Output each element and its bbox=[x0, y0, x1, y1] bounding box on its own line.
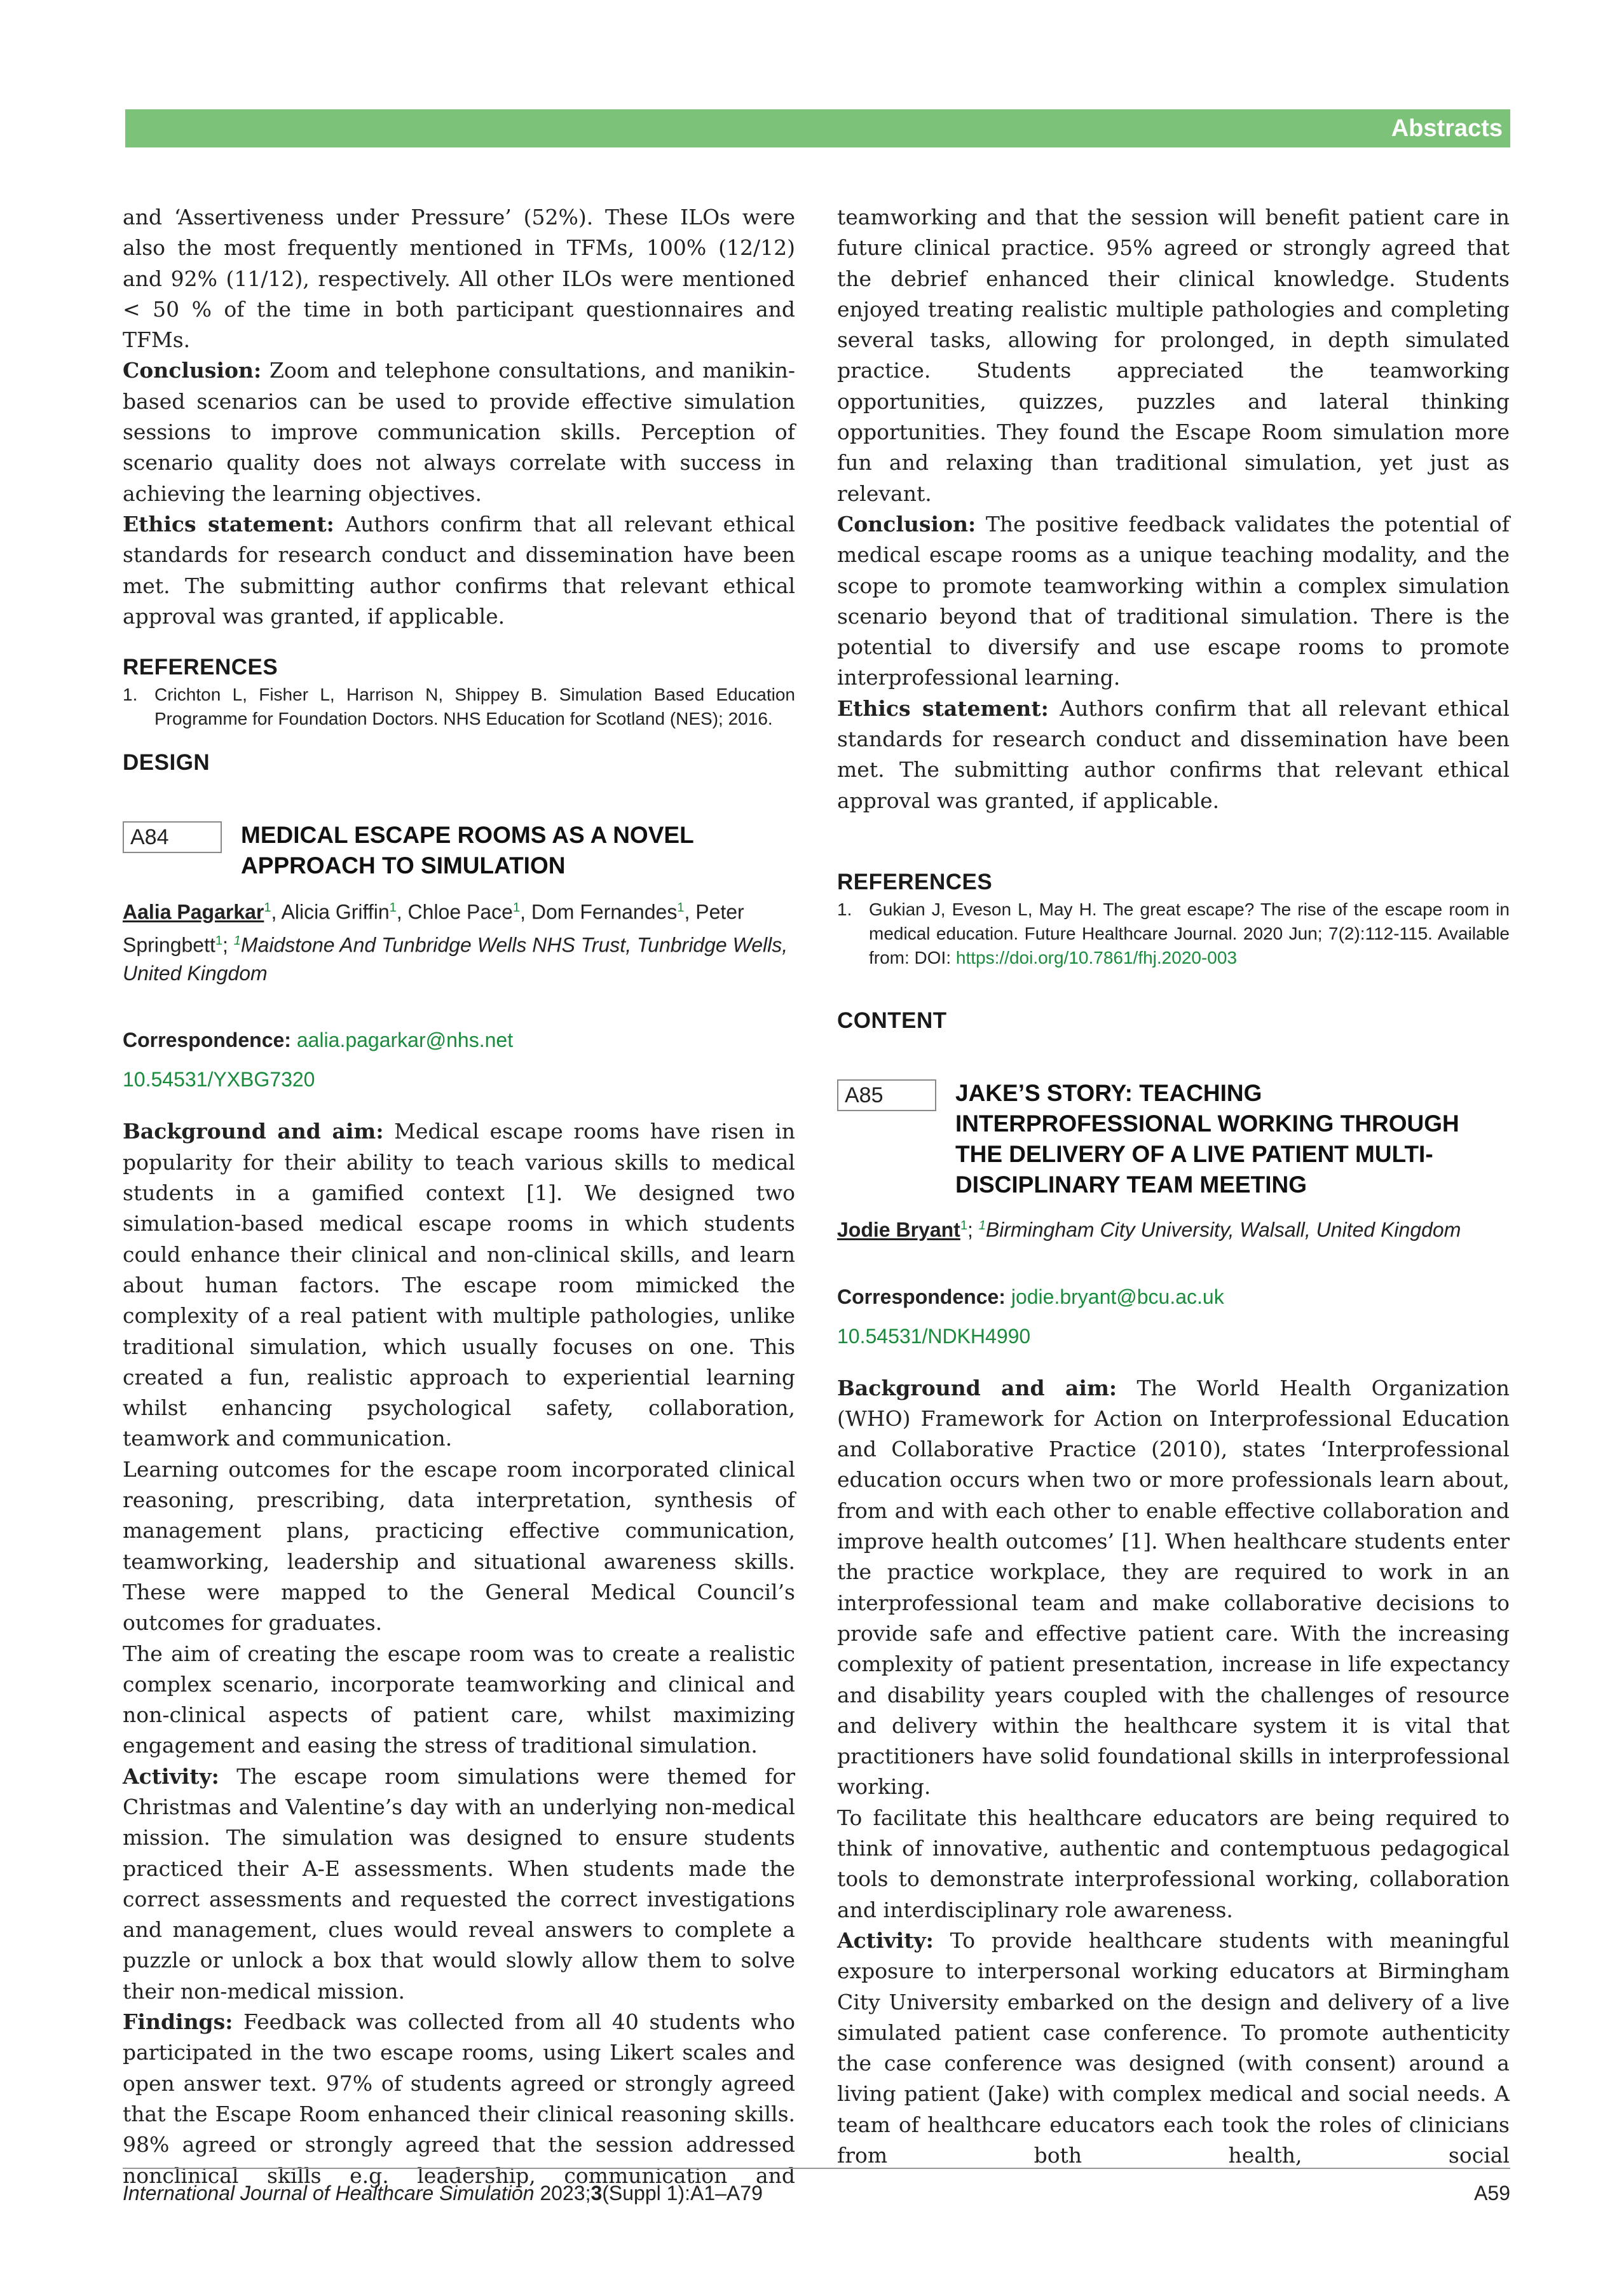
conclusion-label: Conclusion: bbox=[123, 358, 262, 383]
background-label: Background and aim: bbox=[837, 1375, 1117, 1400]
background-label: Background and aim: bbox=[123, 1119, 384, 1144]
abstract-id: A84 bbox=[123, 821, 222, 853]
reference-item bbox=[123, 683, 795, 731]
activity-label: Activity: bbox=[837, 1927, 934, 1953]
page-footer bbox=[123, 2179, 1510, 2207]
correspondence-line bbox=[837, 1283, 1510, 1311]
reference-text: Crichton L, Fisher L, Harrison N, Shippey B. Simulation Based Education Programme for Foundation Doctors. NHS Education for Scotland (NES); 2016. bbox=[154, 685, 795, 729]
background-text: The World Health Organization (WHO) Framework for Action on Interprofessional Education and Collaborative Practice (2010), states ‘Interprofessional education occurs when two or more professionals learn about, from and with each other to enable effective collaboration and improve health outcomes’ [1]. When healthcare students enter the practice workplace, they are required to work in an interprofessional team and make collaborative decisions to provide safe and effective patient care. With the increasing complexity of patient presentation, increase in life expectancy and disability years coupled with the challenges of resource and delivery within the healthcare system it is vital that practitioners have solid foundational skills in interprofessional working. bbox=[837, 1375, 1510, 1800]
affiliation-marker: 1 bbox=[389, 901, 397, 915]
abstract-title: JAKE’S STORY: TEACHING INTERPROFESSIONAL WORKING THROUGH THE DELIVERY OF A LIVE PATIENT MULTI-DISCIPLINARY TEAM MEETING bbox=[955, 1079, 1459, 1198]
author-name: Chloe Pace bbox=[407, 900, 513, 924]
doi-line bbox=[123, 1065, 795, 1093]
category-heading: CONTENT bbox=[837, 1008, 947, 1033]
doi-line bbox=[837, 1322, 1510, 1350]
outcomes-paragraph: Learning outcomes for the escape room incorporated clinical reasoning, prescribing, data interpretation, synthesis of management plans, practicing effective communication, teamworking, leadership and situational awareness skills. These were mapped to the General Medical Council’s outcomes for graduates. bbox=[123, 1456, 795, 1636]
background-text: Medical escape rooms have risen in popularity for their ability to teach various skills to medical students in a gamified context [1]. We designed two simulation-based medical escape rooms in which students could enhance their clinical and non-clinical skills, and learn about human factors. The escape room mimicked the complexity of a real patient with multiple pathologies, unlike traditional simulation, which usually focuses on one. This created a fun, realistic approach to experiential learning whilst enhancing psychological safety, collaboration, teamwork and communication. bbox=[123, 1119, 795, 1451]
references-heading: REFERENCES bbox=[123, 655, 278, 680]
author-list: Aalia Pagarkar$^1$, Alicia Griffin$^1$, Chloe Pace$^1$, Dom Fernandes$^1$, Peter Springbett$^1$; $^1$Maidstone And Tunbridge Wells NHS Trust, Tunbridge Wells, United Kingdom bbox=[123, 900, 788, 985]
reference-text: Gukian J, Eveson L, May H. The great escape? The rise of the escape room in medical education. Future Healthcare Journal. 2020 Jun; 7(2):112-115. Available from: DOI: bbox=[869, 899, 1510, 968]
affiliation-marker: 1 bbox=[978, 1218, 986, 1233]
continued-paragraph: teamworking and that the session will benefit patient care in future clinical practice. 95% agreed or strongly agreed that the debrief enhanced their clinical knowledge. Students enjoyed treating realistic multiple pathologies and completing several tasks, allowing for prolonged, in depth simulated practice. Students appreciated the teamworking opportunities, quizzes, puzzles and lateral thinking opportunities. They found the Escape Room simulation more fun and relaxing than traditional simulation, yet just as relevant. bbox=[837, 205, 1510, 506]
facilitate-paragraph: To facilitate this healthcare educators are being required to think of innovative, authentic and contemptuous pedagogical tools to demonstrate interprofessional working, collaboration and interdisciplinary role awareness. bbox=[837, 1805, 1510, 1922]
author-name: Dom Fernandes bbox=[531, 900, 678, 924]
ethics-text: Authors confirm that all relevant ethical standards for research conduct and dissemination have been met. The submitting author confirms that relevant ethical approval was granted, if applicable. bbox=[123, 511, 795, 629]
author-affiliation: Birmingham City University, Walsall, United Kingdom bbox=[985, 1218, 1461, 1241]
aim-paragraph: The aim of creating the escape room was to create a realistic complex scenario, incorporate teamworking and clinical and non-clinical aspects of patient care, whilst maximizing engagement and easing the stress of traditional simulation. bbox=[123, 1641, 795, 1758]
ethics-text: Authors confirm that all relevant ethical standards for research conduct and dissemination have been met. The submitting author confirms that relevant ethical approval was granted, if applicable. bbox=[837, 695, 1510, 813]
reference-item bbox=[837, 898, 1510, 970]
ethics-label: Ethics statement: bbox=[837, 695, 1049, 721]
ethics-paragraph bbox=[837, 694, 1510, 816]
author-name: Peter Springbett bbox=[123, 900, 744, 957]
ethics-label: Ethics statement: bbox=[123, 511, 334, 537]
doi-link[interactable]: 10.54531/NDKH4990 bbox=[837, 1324, 1031, 1348]
author-affiliation: Maidstone And Tunbridge Wells NHS Trust, Tunbridge Wells, United Kingdom bbox=[123, 933, 788, 985]
findings-paragraph bbox=[123, 2007, 795, 2191]
conclusion-paragraph bbox=[123, 355, 795, 509]
section-title: Abstracts bbox=[1391, 114, 1503, 142]
affiliation-marker: 1 bbox=[233, 933, 241, 948]
journal-name: International Journal of Healthcare Simulation bbox=[123, 2182, 535, 2205]
footer-rule bbox=[123, 2168, 1510, 2169]
references-heading: REFERENCES bbox=[837, 869, 993, 894]
correspondence-email-link[interactable]: aalia.pagarkar@nhs.net bbox=[296, 1029, 514, 1052]
abstract-id: A85 bbox=[837, 1079, 936, 1111]
first-author: Aalia Pagarkar bbox=[123, 900, 264, 924]
right-column bbox=[837, 202, 1510, 2171]
footer-citation bbox=[123, 2179, 763, 2207]
conclusion-label: Conclusion: bbox=[837, 511, 976, 537]
affiliation-marker: 1 bbox=[677, 901, 685, 915]
journal-issue-pages: (Suppl 1):A1–A79 bbox=[602, 2182, 763, 2205]
reference-doi-link[interactable]: https://doi.org/10.7861/fhj.2020-003 bbox=[955, 947, 1238, 968]
affiliation-marker: 1 bbox=[264, 901, 271, 915]
abstract-title: MEDICAL ESCAPE ROOMS AS A NOVEL APPROACH TO SIMULATION bbox=[241, 822, 693, 879]
background-paragraph bbox=[837, 1373, 1510, 1803]
left-column bbox=[123, 202, 795, 2191]
ethics-paragraph bbox=[123, 509, 795, 632]
author-list: Jodie Bryant$^1$; $^1$Birmingham City University, Walsall, United Kingdom bbox=[837, 1218, 1461, 1241]
reference-text-wrap bbox=[869, 898, 1510, 970]
abstract-header bbox=[123, 820, 795, 881]
category-heading: DESIGN bbox=[123, 750, 210, 776]
activity-paragraph bbox=[123, 1761, 795, 2007]
affiliation-marker: 1 bbox=[960, 1218, 967, 1233]
doi-link[interactable]: 10.54531/YXBG7320 bbox=[123, 1068, 315, 1091]
background-paragraph bbox=[123, 1116, 795, 1454]
correspondence-line bbox=[123, 1026, 795, 1054]
continued-paragraph: and ‘Assertiveness under Pressure’ (52%). These ILOs were also the most frequently mentioned in TFMs, 100% (12/12) and 92% (11/12), respectively. All other ILOs were mentioned < 50 % of the time in both participant questionnaires and TFMs. bbox=[123, 205, 795, 353]
section-header-bar bbox=[125, 109, 1510, 147]
findings-text: Feedback was collected from all 40 students who participated in the two escape rooms, using Likert scales and open answer text. 97% of students agreed or strongly agreed that the Escape Room enhanced their clinical reasoning skills. 98% agreed or strongly agreed that the session addressed nonclinical skills e.g. leadership, communication and bbox=[123, 2009, 795, 2188]
reference-number: 1. bbox=[123, 685, 138, 705]
affiliation-marker: 1 bbox=[215, 933, 222, 948]
activity-paragraph bbox=[837, 1925, 1510, 2171]
correspondence-label: Correspondence: bbox=[123, 1029, 291, 1052]
conclusion-text: The positive feedback validates the potential of medical escape rooms as a unique teaching modality, and the scope to promote teamworking within a complex simulation scenario beyond that of traditional simulation. There is the potential to diversify and use escape rooms to promote interprofessional learning. bbox=[837, 511, 1510, 690]
reference-list bbox=[837, 898, 1510, 970]
findings-label: Findings: bbox=[123, 2009, 233, 2035]
reference-number: 1. bbox=[837, 899, 852, 919]
journal-year: 2023; bbox=[534, 2182, 591, 2205]
affiliation-marker: 1 bbox=[512, 901, 521, 915]
activity-text: The escape room simulations were themed for Christmas and Valentine’s day with an underlying non-medical mission. The simulation was designed to ensure students practiced their A-E assessments. When students made the correct assessments and requested the correct investigations and management, clues would reveal answers to complete a puzzle or unlock a box that would slowly allow them to solve their non-medical mission. bbox=[123, 1763, 795, 2004]
abstract-header bbox=[837, 1078, 1510, 1200]
conclusion-paragraph bbox=[837, 509, 1510, 694]
reference-list bbox=[123, 683, 795, 731]
first-author: Jodie Bryant bbox=[837, 1218, 960, 1241]
page-number: A59 bbox=[1474, 2182, 1510, 2205]
activity-text: To provide healthcare students with meaningful exposure to interpersonal working educators at Birmingham City University embarked on the design and delivery of a live simulated patient case conference. To promote authenticity the case conference was designed (with consent) around a living patient (Jake) with complex medical and social needs. A team of healthcare educators each took the roles of clinicians from both health, social bbox=[837, 1927, 1510, 2168]
conclusion-text: Zoom and telephone consultations, and manikin-based scenarios can be used to provide effective simulation sessions to improve communication skills. Perception of scenario quality does not always correlate with success in achieving the learning objectives. bbox=[123, 358, 795, 506]
activity-label: Activity: bbox=[123, 1763, 219, 1789]
correspondence-email-link[interactable]: jodie.bryant@bcu.ac.uk bbox=[1011, 1285, 1224, 1308]
journal-volume: 3 bbox=[590, 2182, 603, 2205]
author-name: Alicia Griffin bbox=[281, 900, 390, 924]
correspondence-label: Correspondence: bbox=[837, 1285, 1006, 1308]
